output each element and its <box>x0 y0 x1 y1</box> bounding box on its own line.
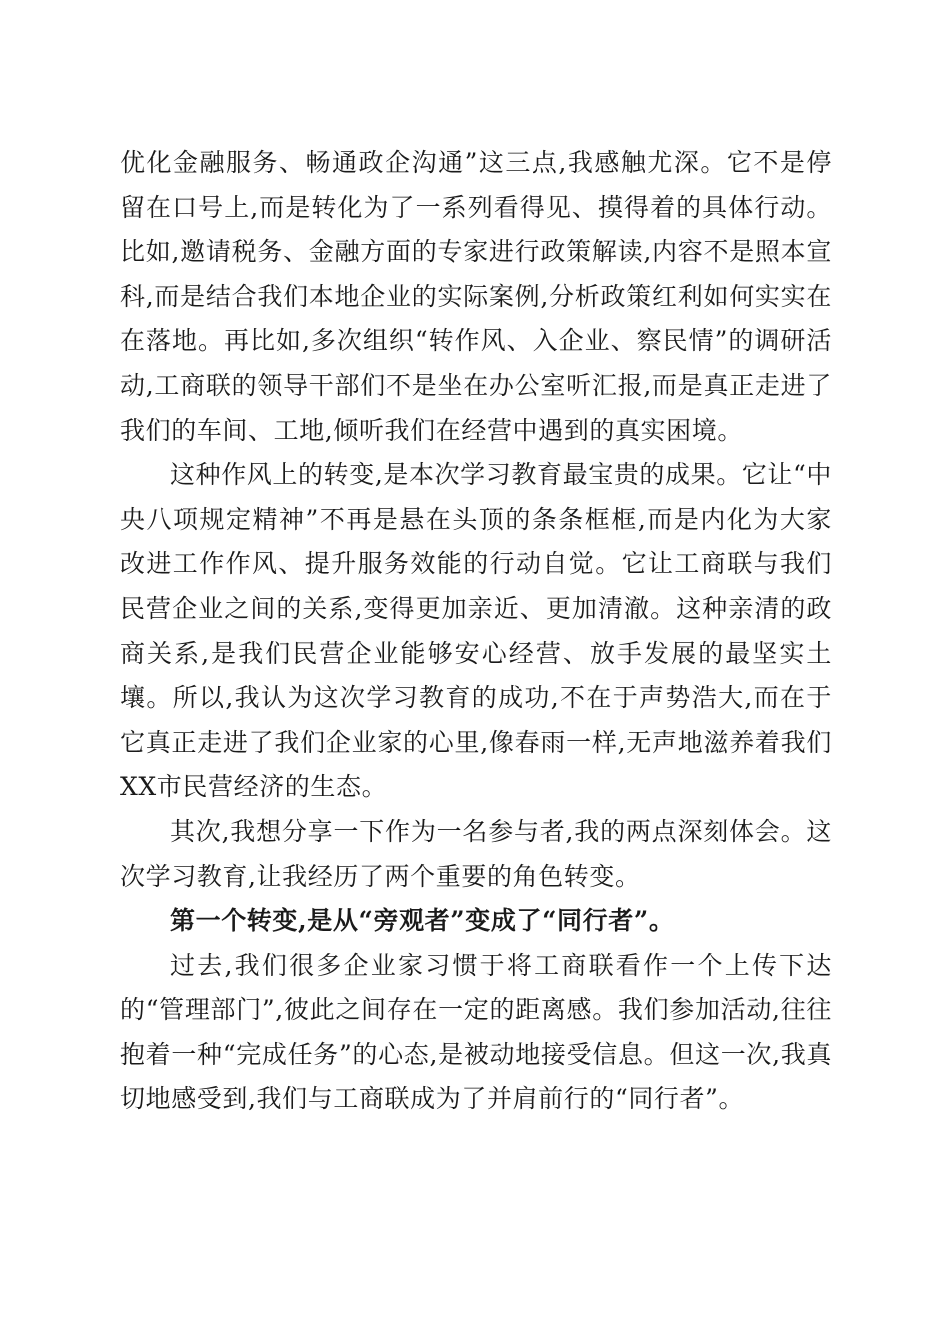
paragraph-1: 优化金融服务、畅通政企沟通”这三点,我感触尤深。它不是停留在口号上,而是转化为了一系列看得见、摸得着的具体行动。比如,邀请税务、金融方面的专家进行政策解读,内容不是照本宣科,而是结合我们本地企业的实际案例,分析政策红利如何实实在在落地。再比如,多次组织“转作风、入企业、察民情”的调研活动,工商联的领导干部们不是坐在办公室听汇报,而是真正走进了我们的车间、工地,倾听我们在经营中遇到的真实困境。 <box>120 148 832 445</box>
paragraph-subheading-first-transformation: 第一个转变,是从“旁观者”变成了“同行者”。 <box>170 906 675 936</box>
document-body <box>120 141 832 1122</box>
paragraph-3: 其次,我想分享一下作为一名参与者,我的两点深刻体会。这次学习教育,让我经历了两个重要的角色转变。 <box>120 816 832 891</box>
paragraph-5: 过去,我们很多企业家习惯于将工商联看作一个上传下达的“管理部门”,彼此之间存在一定的距离感。我们参加活动,往往抱着一种“完成任务”的心态,是被动地接受信息。但这一次,我真切地感受到,我们与工商联成为了并肩前行的“同行者”。 <box>120 950 832 1114</box>
paragraph-2: 这种作风上的转变,是本次学习教育最宝贵的成果。它让“中央八项规定精神”不再是悬在头顶的条条框框,而是内化为大家改进工作作风、提升服务效能的行动自觉。它让工商联与我们民营企业之间的关系,变得更加亲近、更加清澈。这种亲清的政商关系,是我们民营企业能够安心经营、放手发展的最坚实土壤。所以,我认为这次学习教育的成功,不在于声势浩大,而在于它真正走进了我们企业家的心里,像春雨一样,无声地滋养着我们XX市民营经济的生态。 <box>120 460 832 802</box>
